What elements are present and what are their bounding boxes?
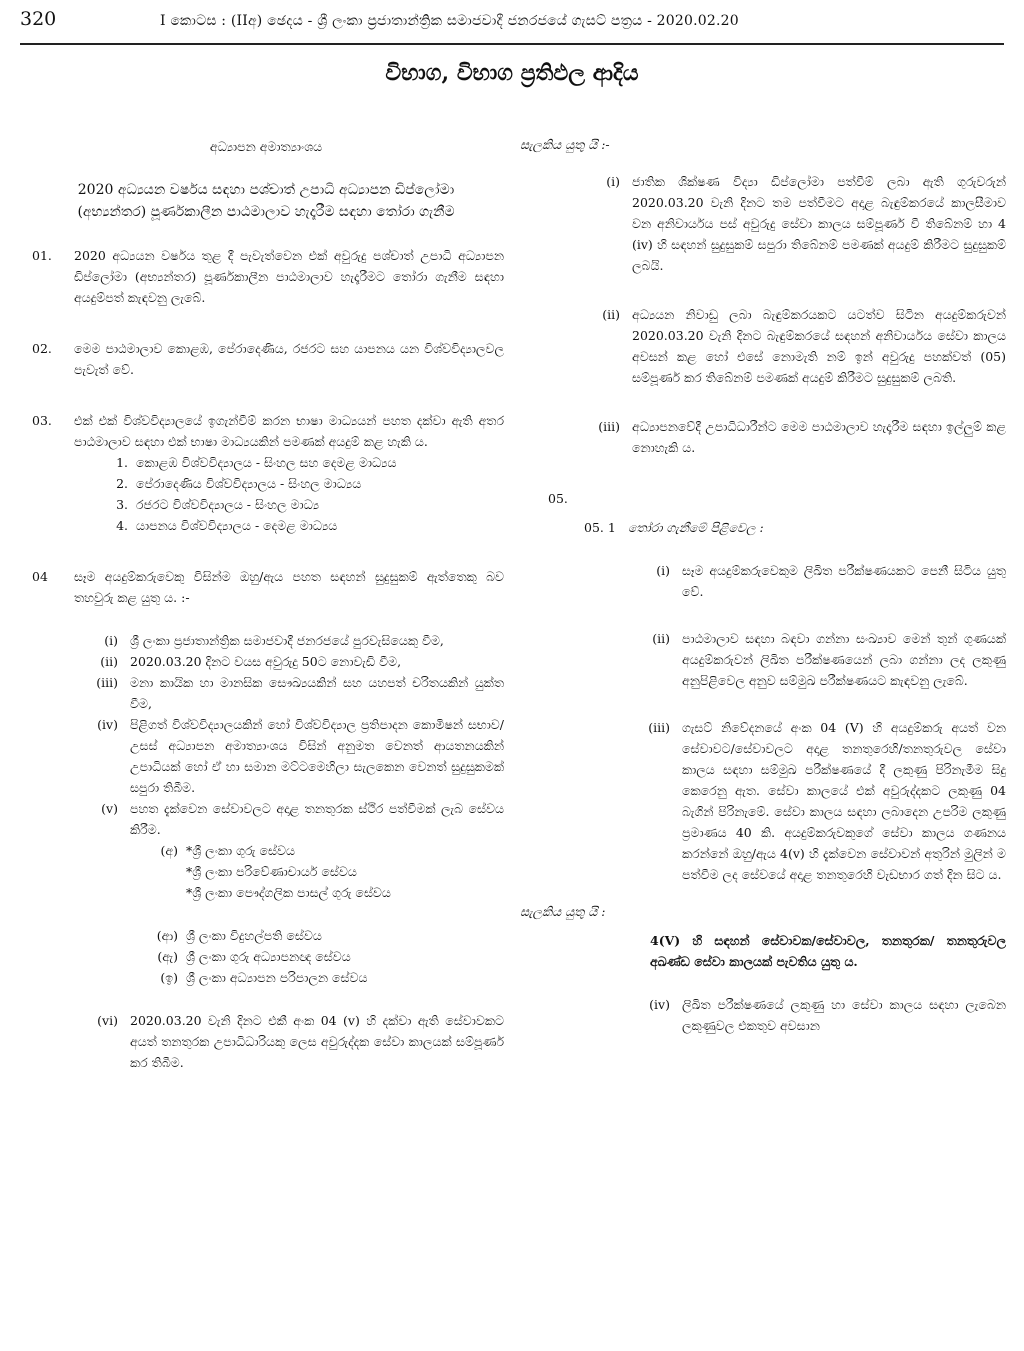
service-item: *ශ්‍රී ලංකා පරිවේණාචාර්ය සේවය: [186, 864, 357, 879]
university-item: [28, 473, 504, 494]
qualification-item: [28, 651, 504, 672]
item-number: (vi): [97, 1013, 118, 1028]
item-number: (ආ): [156, 928, 178, 943]
item-text: යාපනය විශ්වවිද්‍යාලය - දෙමළ මාධ්‍යය: [136, 518, 338, 533]
qualification-item: [28, 798, 504, 840]
item-number: 1.: [116, 455, 128, 470]
item-text: ජාතික ශික්ෂණ විද්‍යා ඩිප්ලෝමා පත්වීම් ලබා ඇති ගුරුවරුන් 2020.03.20 වැනි දිනට තම පත්වීමට අදාළ බැඳුම්කරයේ කාලසීමාව වන අනිවාර්යය පස් අවුරුදු සේවා කාලය සම්පූර්ණ වී තිබේනම් හා 4 (iv) හි සඳහන් සුදුසුකම් සපුරා තිබේනම් පමණක් අයදුම් කිරීමට සුදුසුකම් ලබයි.: [632, 174, 1006, 273]
selection-list: [520, 560, 1006, 885]
item-number: (iii): [598, 419, 620, 434]
qualification-list: [28, 630, 504, 840]
university-list: [28, 452, 504, 536]
subparagraph-title: තෝරා ගැනීමේ පිළිවෙල :: [628, 520, 764, 535]
service-list-a: [186, 840, 504, 903]
paragraph-text: සෑම අයදුම්කරුවෙකු විසින්ම ඔහු/ඇය පහත සඳහන් සුදුසුකම් ඇත්තෙකු බව තහවුරු කළ යුතු ය. :-: [74, 569, 504, 605]
paragraph-02: [28, 338, 504, 380]
item-number: (ii): [100, 654, 118, 669]
service-group-a: [28, 840, 504, 903]
paragraph-text: මෙම පාඨමාලාව කොළඹ, පේරාදෙණිය, රජරට සහ යාපනය යන විශ්වවිද්‍යාලවල පැවැත් වේ.: [74, 341, 504, 377]
header-rule: [20, 43, 1004, 45]
item-text: පහත දැක්වෙන සේවාවලට අදාළ තනතුරක ස්ථිර පත්වීමක් ලැබ සේවය කිරීම.: [130, 801, 504, 837]
item-text: ශ්‍රී ලංකා ප්‍රජාතාන්ත්‍රික සමාජවාදී ජනරජයේ පුරවැසියෙකු වීම,: [130, 633, 444, 648]
item-number: (ii): [602, 307, 620, 322]
paragraph-03: [28, 410, 504, 452]
item-number: (i): [104, 633, 118, 648]
note-list: [520, 171, 1006, 458]
right-column: [520, 128, 1006, 1036]
item-text: ශ්‍රී ලංකා අධ්‍යාපන පරිපාලන සේවය: [186, 970, 368, 985]
item-number: (iii): [648, 720, 670, 735]
item-number: (i): [606, 174, 620, 189]
service-item: [28, 946, 504, 967]
item-text: ශ්‍රී ලංකා විදුහල්පති සේවය: [186, 928, 322, 943]
item-number: (iii): [96, 675, 118, 690]
selection-item: [520, 628, 1006, 691]
selection-iv: [520, 994, 1006, 1036]
qualification-item: [28, 714, 504, 798]
note-label: සැලකිය යුතු යි :-: [520, 137, 610, 152]
paragraph-05-1: [520, 517, 1006, 538]
item-number: (v): [101, 801, 118, 816]
subparagraph-number: 05. 1: [584, 520, 616, 535]
university-item: [28, 494, 504, 515]
page-number: 320: [20, 8, 57, 30]
item-text: අධ්‍යාපනවේදී උපාධිධාරීන්ට මෙම පාඨමාලාව හැදෑරීම සඳහා ඉල්ලුම් කළ නොහැකි ය.: [632, 419, 1006, 455]
item-label: (අ): [160, 843, 178, 858]
paragraph-number: 03.: [32, 413, 52, 428]
item-text: සෑම අයදුම්කරුවෙකුම ලිඛිත පරීක්ෂණයකට පෙනී සිටිය යුතු වේ.: [682, 563, 1006, 599]
paragraph-04: [28, 566, 504, 608]
qualification-item: [28, 630, 504, 651]
paragraph-01: [28, 245, 504, 308]
note2-label: සැලකිය යුතු යි :: [520, 904, 606, 919]
item-text: අධ්‍යයන නිවාඩු ලබා බැඳුම්කරයකට යටත්ව සිටින අයදුම්කරුවන් 2020.03.20 වැනි දිනට බැඳුම්කරයේ සඳහන් අනිවාර්යය සේවා කාලය අවසන් කළ හෝ එසේ නොමැති නම් ඉන් අවුරුදු පහක්වත් (05) සම්පූර්ණ කර තිබේනම් පමණක් අයදුම් කිරීමට සුදුසුකම් ලබති.: [632, 307, 1006, 385]
university-item: [28, 515, 504, 536]
note-item: [520, 304, 1006, 388]
item-number: (i): [656, 563, 670, 578]
section-title: විභාග, විභාග ප්‍රතිඵල ආදිය: [385, 60, 639, 86]
notice-title: 2020 අධ්‍යයන වර්ෂය සඳහා පශ්චාත් උපාධි අධ්‍යාපන ඩිප්ලෝමා (අභ්‍යන්තර) පූර්ණකාලීන පාඨමාලාව හැදෑරීම සඳහා තෝරා ගැනීම: [77, 182, 455, 220]
item-text: පාඨමාලාව සඳහා බඳවා ගන්නා සංඛ්‍යාව මෙන් තුන් ගුණයක් අයදුම්කරුවන් ලිඛිත පරීක්ෂණයෙන් ලබා ගන්නා ලද ලකුණු අනුපිළිවෙල අනුව සම්මුඛ පරීක්ෂණයට කැඳවනු ලැබේ.: [682, 631, 1006, 688]
item-text: මනා කායික හා මානසික සෞඛ්‍යයකින් සහ යහපත් චරිතයකින් යුක්ත වීම,: [130, 675, 504, 711]
item-number: 2.: [116, 476, 128, 491]
note-item: [520, 171, 1006, 276]
selection-item: [520, 560, 1006, 602]
service-item: *ශ්‍රී ලංකා ගුරු සේවය: [186, 843, 295, 858]
paragraph-text: 2020 අධ්‍යයන වර්ෂය තුළ දී පැවැත්වෙන එක් අවුරුදු පශ්චාත් උපාධි අධ්‍යාපන ඩිප්ලෝමා (අභ්‍යන්තර) පූර්ණකාලීන පාඨමාලාව හැදෑරීමට තෝරා ගැනීම සඳහා අයදුම්පත් කැඳවනු ලැබේ.: [74, 248, 504, 305]
qualification-vi: [28, 1010, 504, 1073]
item-number: (iv): [649, 997, 670, 1012]
service-item: [28, 967, 504, 988]
university-item: [28, 452, 504, 473]
item-text: ශ්‍රී ලංකා ගුරු අධ්‍යාපනඥ සේවය: [186, 949, 351, 964]
selection-item: [520, 717, 1006, 885]
item-number: 3.: [116, 497, 128, 512]
paragraph-05-number: 05.: [548, 491, 568, 506]
item-text: රජරට විශ්වවිද්‍යාලය - සිංහල මාධ්‍ය: [136, 497, 320, 512]
item-number: (ඉ): [160, 970, 178, 985]
item-text: 2020.03.20 දිනට වයස අවුරුදු 50ට නොවැඩි වීම,: [130, 654, 402, 669]
page-header: [0, 0, 1024, 50]
item-text: පිළිගත් විශ්වවිද්‍යාලයකින් හෝ විශ්වවිද්‍යාල ප්‍රතිපාදන කොමිෂන් සභාව/උසස් අධ්‍යාපන අමාත්‍යාංශය විසින් අනුමත වෙනත් ආයතනයකින් උපාධියක් හෝ ඒ හා සමාන මට්ටමෙහිලා සැලකෙන වෙනත් සුදුසුකමක් සපුරා තිබීම.: [130, 717, 504, 795]
running-title: I කොටස : (IIඅ) ඡෙදය - ශ්‍රී ලංකා ප්‍රජාතාන්ත්‍රික සමාජවාදී ජනරජයේ ගැසට් පත්‍රය - 2020.02.20: [160, 13, 739, 29]
note2-text: 4(V) හි සඳහන් සේවාවක/සේවාවල, තනතුරක/ තනතුරුවල අඛණ්ඩ සේවා කාලයක් පැවතිය යුතු ය.: [650, 933, 1006, 969]
left-column: [28, 128, 504, 1073]
service-item: [28, 925, 504, 946]
note-item: [520, 416, 1006, 458]
paragraph-number: 02.: [32, 341, 52, 356]
paragraph-number: 04: [32, 569, 48, 584]
ministry-heading: අධ්‍යාපන අමාත්‍යාංශය: [209, 139, 323, 154]
item-number: (ii): [652, 631, 670, 646]
service-item: *ශ්‍රී ලංකා පෞද්ගලික පාසල් ගුරු සේවය: [186, 885, 391, 900]
service-list-other: [28, 925, 504, 988]
item-text: ලිඛිත පරීක්ෂණයේ ලකුණු හා සේවා කාලය සඳහා ලැබෙන ලකුණුවල එකතුව අවසාන: [682, 997, 1006, 1033]
qualification-item: [28, 672, 504, 714]
item-text: ගැසට් නිවේදනයේ අංක 04 (V) හි අයදුම්කරු අයත් වන සේවාවට/සේවාවලට අදාළ තනතුරෙහි/තනතුරුවල සේවා කාලය සඳහා සම්මුඛ පරීක්ෂණයේ දී ලකුණු පිරිනැමීම සිදු කෙරෙනු ඇත. සේවා කාලයේ එක් අවුරුද්දකට ලකුණු 04 බැගින් පිරිනැමේ. සේවා කාලය සඳහා ලබාදෙන උපරිම ලකුණු ප්‍රමාණය 40 කි. අයදුම්කරුවකුගේ සේවා කාලය ගණනය කරන්නේ ඔහු/ඇය 4(v) හි දැක්වෙන සේවාවන් අතුරින් මුලින් ම පත්වීම ලද සේවයේ අදාළ තනතුරෙහි වැඩභාර ගත් දින සිට ය.: [682, 720, 1006, 882]
item-number: (ඇ): [157, 949, 178, 964]
item-text: කොළඹ විශ්වවිද්‍යාලය - සිංහල සහ දෙමළ මාධ්‍යය: [136, 455, 397, 470]
item-text: පේරාදෙණිය විශ්වවිද්‍යාලය - සිංහල මාධ්‍යය: [136, 476, 362, 491]
item-number: (iv): [97, 717, 118, 732]
paragraph-number: 01.: [32, 248, 52, 263]
item-number: 4.: [116, 518, 128, 533]
item-text: 2020.03.20 වැනි දිනට එකී අංක 04 (v) හි දක්වා ඇති සේවාවකට අයත් තනතුරක උපාධිධාරියකු ලෙස අවුරුද්දක සේවා කාලයක් සම්පූර්ණ කර තිබීම.: [130, 1013, 504, 1070]
paragraph-text: එක් එක් විශ්වවිද්‍යාලයේ ඉගැන්වීම් කරන භාෂා මාධ්‍යයන් පහත දක්වා ඇති අතර පාඨමාලාව සඳහා එක් භාෂා මාධ්‍යයකින් පමණක් අයදුම් කළ හැකි ය.: [74, 413, 504, 449]
